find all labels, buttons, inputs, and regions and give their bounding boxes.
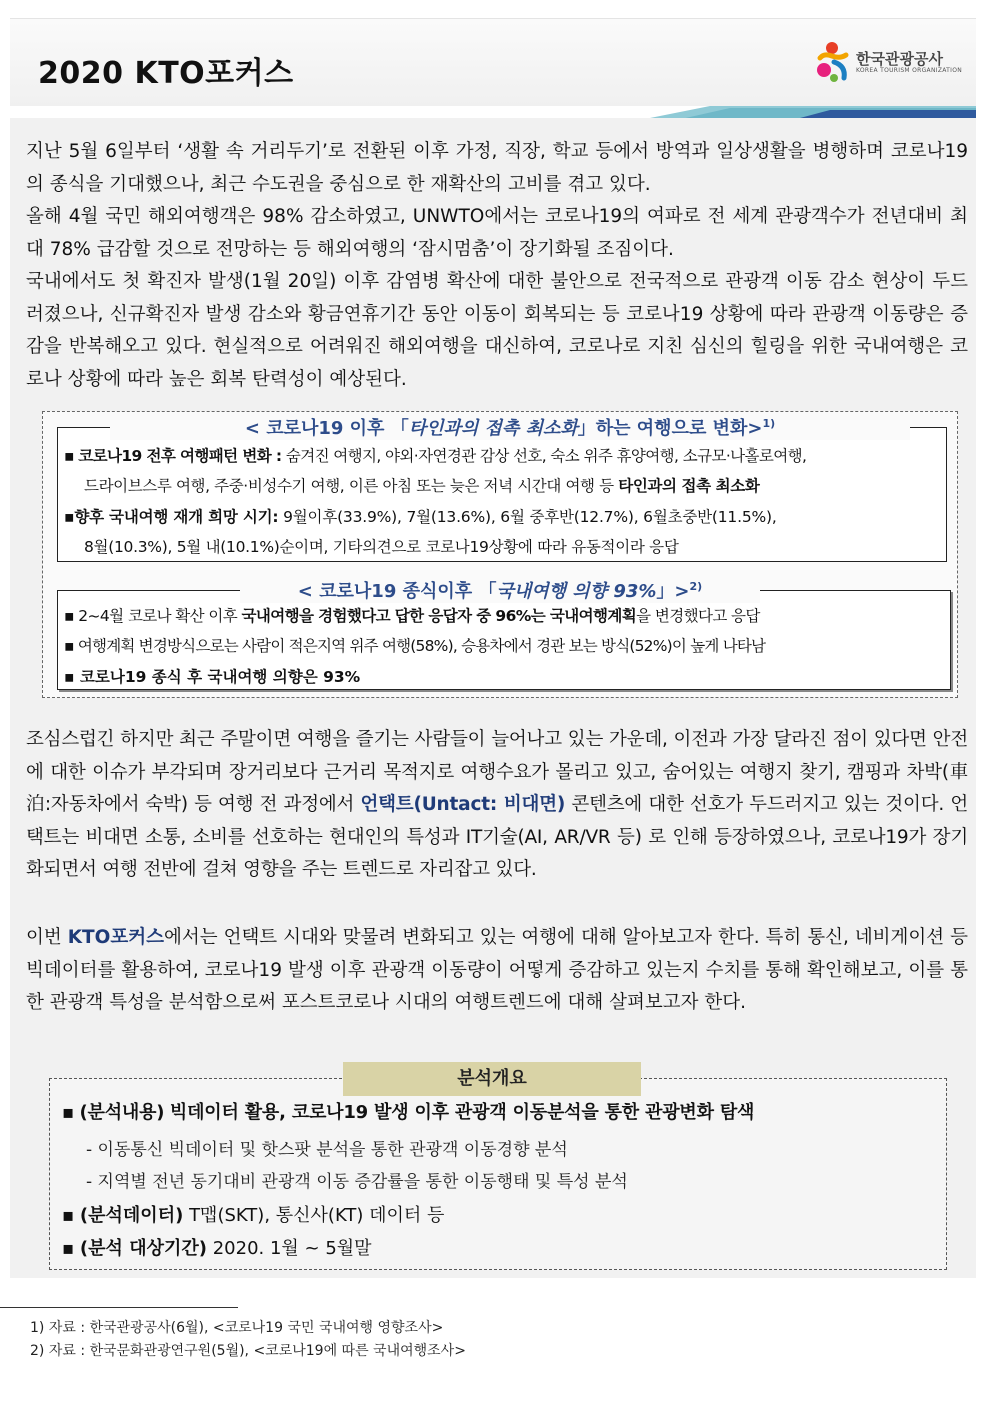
intro-paragraph-2: 올해 4월 국민 해외여행객은 98% 감소하였고, UNWTO에서는 코로나19의 여파로 전 세계 관광객수가 전년대비 최대 78% 급감할 것으로 전망하는 등 해외여행의 ‘잠시멈춤’이 장기화될 조짐이다. — [26, 206, 968, 260]
intro-text — [26, 136, 968, 396]
box1-bullet-1-line-1 — [64, 441, 806, 471]
untact-paragraph-post: 콘텐츠에 대한 선호가 두드러지고 있는 것이다. 언택트는 비대면 소통, 소비를 선호하는 현대인의 특성과 IT기술(AI, AR/VR 등) 로 인해 등장하였으나, 코로나19가 장기화되면서 여행 전반에 걸쳐 영향을 주는 트렌드로 자리잡고 있다. — [26, 794, 968, 880]
closing-paragraph — [26, 922, 968, 1020]
untact-paragraph-pre: 조심스럽긴 하지만 최근 주말이면 여행을 즐기는 사람들이 늘어나고 있는 가운데, 이전과 가장 달라진 점이 있다면 안전에 대한 이슈가 부각되며 장거리보다 근거리 목적지로 여행수요가 몰리고 있고, 숨어있는 여행지 찾기, 캠핑과 차박(車泊:자동차에서 숙박) 등 여행 전 과정에서 — [26, 729, 968, 815]
box2-bullet-1-post: 을 변경했다고 응답 — [636, 607, 760, 625]
box1-title-emphasis: 타인과의 접촉 최소화 — [408, 418, 578, 439]
survey-box-1-title — [110, 414, 910, 440]
footnote-2: 2) 자료 : 한국문화관광연구원(5월), <코로나19에 따른 국내여행조사> — [30, 1343, 466, 1359]
box2-bullet-1 — [64, 601, 760, 631]
logo-subtext: KOREA TOURISM ORGANIZATION — [856, 67, 963, 74]
bullet-icon: ▪ — [62, 1102, 80, 1123]
box1-bullet-2-text-1: 9월이후(33.9%), 7월(13.6%), 6월 중후반(12.7%), 6월초중반(11.5%), — [283, 508, 777, 526]
summary-item-period — [62, 1234, 372, 1264]
closing-paragraph-post: 에서는 언택트 시대와 맞물려 변화되고 있는 여행에 대해 알아보고자 한다. 특히 통신, 네비게이션 등 빅데이터를 활용하여, 코로나19 발생 이후 관광객 이동량이 어떻게 증감하고 있는지 수치를 통해 확인해보고, 이를 통한 관광객 특성을 분석함으로써 포스트코로나 시대의 여행트렌드에 대해 살펴보고자 한다. — [26, 927, 968, 1013]
survey-box-2-title — [240, 577, 760, 603]
logo-text: 한국관광공사 — [856, 50, 943, 68]
summary-item-period-label: (분석 대상기간) — [79, 1238, 207, 1259]
bullet-icon: ▪ — [64, 637, 78, 655]
closing-paragraph-pre: 이번 — [26, 927, 68, 948]
summary-item-data — [62, 1201, 444, 1231]
untact-paragraph-text — [26, 724, 968, 887]
box2-bullet-2-text: 여행계획 변경방식으로는 사람이 적은지역 위주 여행(58%), 승용차에서 경관 보는 방식(52%)이 높게 나타남 — [77, 637, 766, 655]
box1-footnote-ref: 1) — [762, 417, 776, 430]
bullet-icon: ▪ — [62, 1238, 80, 1259]
box1-bullet-1-bold-end: 타인과의 접촉 최소화 — [618, 477, 760, 495]
summary-item-period-text: 2020. 1월 ~ 5월말 — [212, 1238, 372, 1259]
box2-bullet-3 — [64, 662, 360, 692]
page-title: 2020 KTO포커스 — [38, 56, 294, 91]
kto-focus-emphasis: KTO포커스 — [67, 927, 164, 948]
box1-bullet-1-text-2: 드라이브스루 여행, 주중·비성수기 여행, 이른 아침 또는 늦은 저녁 시간대 여행 등 — [84, 477, 614, 495]
page-header — [10, 18, 976, 110]
box1-title-pre: < 코로나19 이후 「 — [244, 418, 409, 439]
intro-paragraph-1: 지난 5월 6일부터 ‘생활 속 거리두기’로 전환된 이후 가정, 직장, 학교 등에서 방역과 일상생활을 병행하며 코로나19의 종식을 기대했으나, 최근 수도권을 중심으로 한 재확산의 고비를 겪고 있다. — [26, 141, 968, 195]
summary-sub-item-2: - 지역별 전년 동기대비 관광객 이동 증감률을 통한 이동행태 및 특성 분석 — [86, 1172, 628, 1192]
intro-paragraph-3: 국내에서도 첫 확진자 발생(1월 20일) 이후 감염병 확산에 대한 불안으로 전국적으로 관광객 이동 감소 현상이 두드러졌으나, 신규확진자 발생 감소와 황금연휴기간 동안 이동이 회복되는 등 코로나19 상황에 따라 관광객 이동량은 증감을 반복해오고 있다. 현실적으로 어려워진 해외여행을 대신하여, 코로나로 지친 심신의 힐링을 위한 국내여행은 코로나 상황에 따라 높은 회복 탄력성이 예상된다. — [26, 271, 968, 390]
bullet-icon: ▪ — [64, 447, 79, 465]
kto-logo — [814, 40, 963, 84]
box1-bullet-2-label: 향후 국내여행 재개 희망 시기: — [74, 508, 279, 526]
summary-item-data-label: (분석데이터) — [79, 1205, 184, 1226]
box1-bullet-2-line-1 — [64, 502, 777, 532]
summary-item-data-text: T맵(SKT), 통신사(KT) 데이터 등 — [189, 1205, 445, 1226]
footnote-1: 1) 자료 : 한국관광공사(6월), <코로나19 국민 국내여행 영향조사> — [30, 1320, 444, 1336]
box2-title-emphasis: 국내여행 의향 93% — [496, 581, 657, 602]
bullet-icon: ▪ — [64, 668, 80, 686]
box1-bullet-2-text-2: 8월(10.3%), 5월 내(10.1%)순이며, 기타의견으로 코로나19상황에 따라 유동적이라 응답 — [84, 538, 679, 556]
bullet-icon: ▪ — [64, 607, 79, 625]
summary-item-content — [62, 1098, 754, 1128]
box2-bullet-2 — [64, 631, 765, 661]
box1-bullet-1-label: 코로나19 전후 여행패턴 변화 : — [78, 447, 282, 465]
summary-sub-item-1: - 이동통신 빅데이터 및 핫스팟 분석을 통한 관광객 이동경향 분석 — [86, 1140, 568, 1160]
bullet-icon: ▪ — [62, 1205, 80, 1226]
box2-title-pre: < 코로나19 종식이후 「 — [297, 581, 497, 602]
kto-logo-icon — [814, 40, 854, 84]
footnote-divider — [0, 1307, 238, 1308]
closing-paragraph-text — [26, 922, 968, 1020]
bullet-icon: ▪ — [64, 508, 75, 526]
box2-title-post: 」> — [656, 581, 690, 602]
analysis-summary-heading: 분석개요 — [343, 1062, 641, 1096]
box1-bullet-1-text-1: 숨겨진 여행지, 야외·자연경관 감상 선호, 숙소 위주 휴양여행, 소규모·나홀로여행, — [285, 447, 807, 465]
box2-bullet-1-pre: 2~4월 코로나 확산 이후 — [78, 607, 242, 625]
box2-bullet-3-text: 코로나19 종식 후 국내여행 의향은 93% — [79, 668, 361, 686]
box1-bullet-2-line-2 — [84, 532, 679, 562]
box2-footnote-ref: 2) — [689, 580, 703, 593]
untact-paragraph — [26, 724, 968, 887]
box2-bullet-1-bold: 국내여행을 경험했다고 답한 응답자 중 96%는 국내여행계획 — [241, 607, 637, 625]
untact-emphasis: 언택트(Untact: 비대면) — [360, 794, 566, 815]
box1-title-post: 」하는 여행으로 변화> — [577, 418, 763, 439]
box1-bullet-1-line-2 — [84, 471, 759, 501]
summary-item-content-label: (분석내용) — [79, 1102, 165, 1123]
summary-item-content-text: 빅데이터 활용, 코로나19 발생 이후 관광객 이동분석을 통한 관광변화 탐색 — [169, 1102, 755, 1123]
